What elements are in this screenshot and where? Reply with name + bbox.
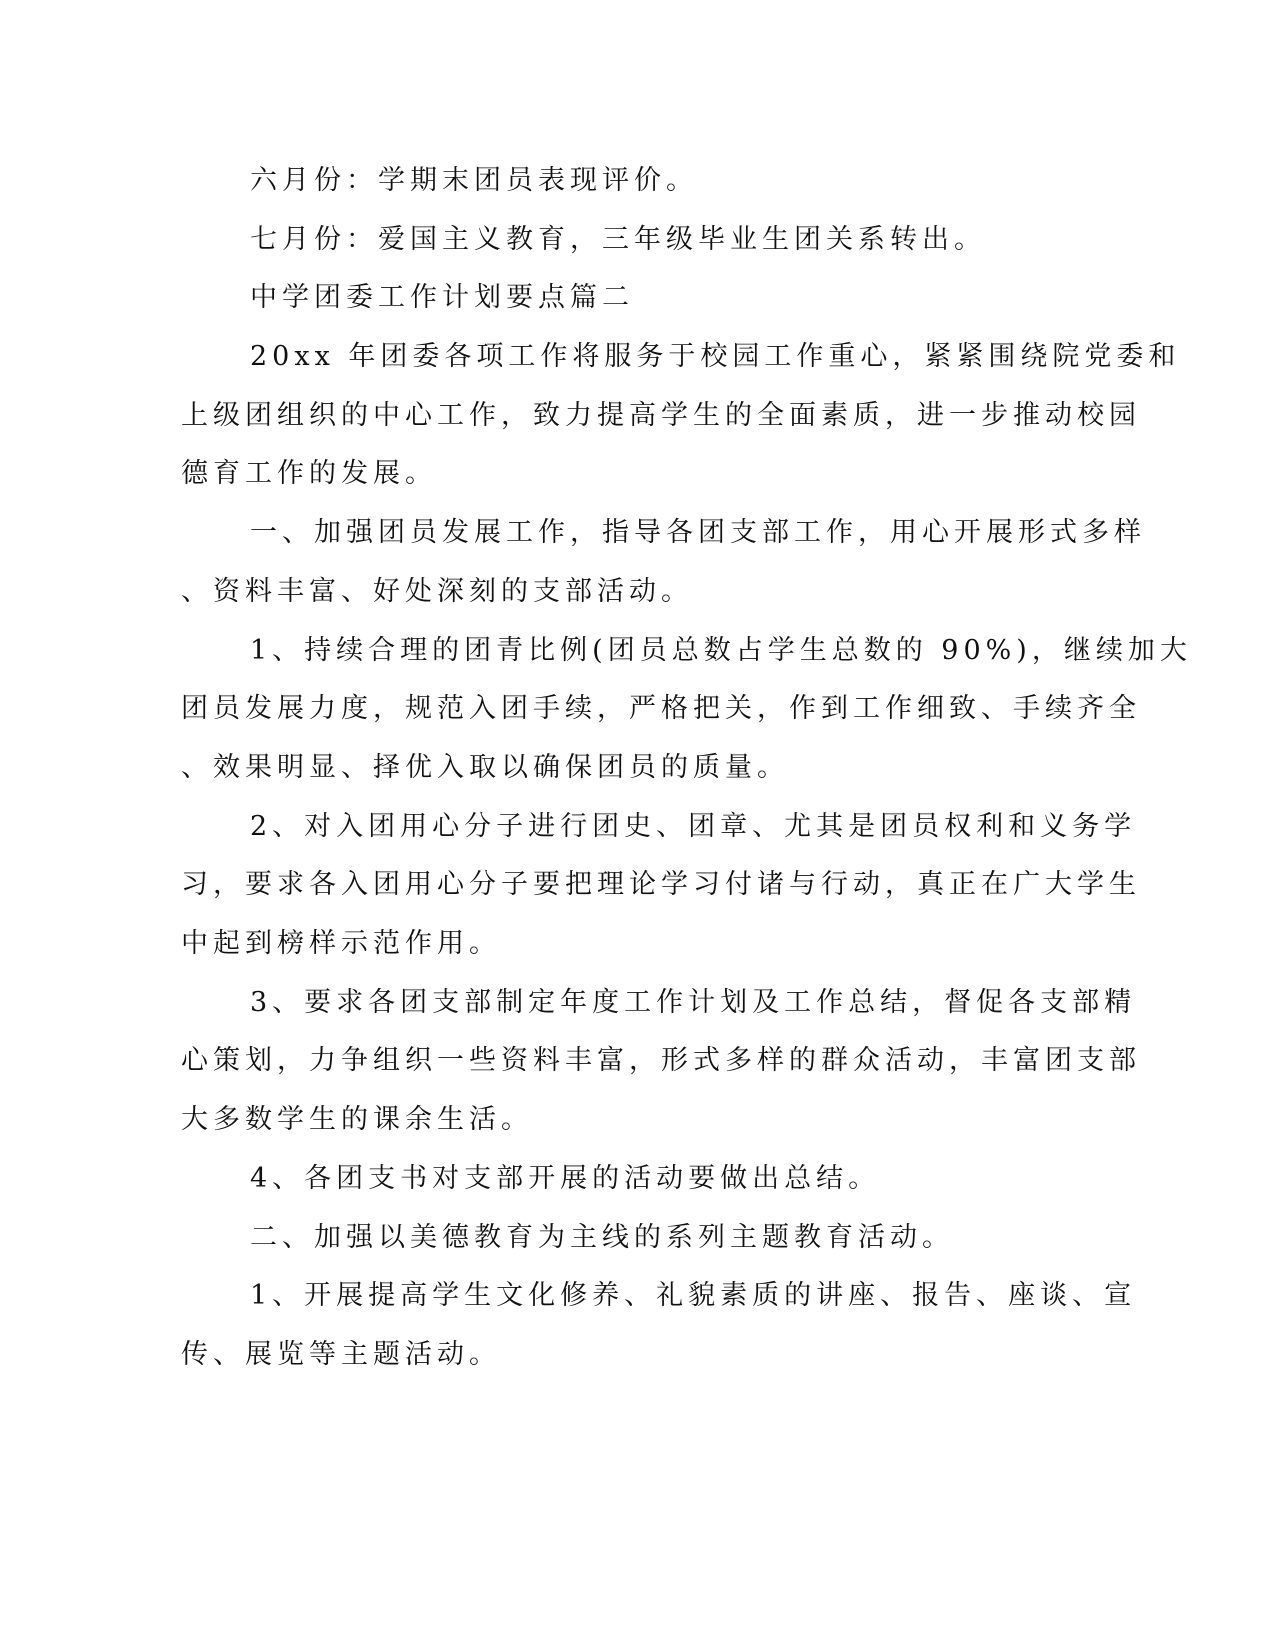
text-line: 3、要求各团支部制定年度工作计划及工作总结，督促各支部精 xyxy=(250,987,1137,1018)
text-line: 20xx 年团委各项工作将服务于校园工作重心，紧紧围绕院党委和 xyxy=(250,341,1181,372)
text-line: 团员发展力度，规范入团手续，严格把关，作到工作细致、手续齐全 xyxy=(181,693,1141,724)
text-line: 、资料丰富、好处深刻的支部活动。 xyxy=(181,576,693,607)
text-line: 七月份：爱国主义教育，三年级毕业生团关系转出。 xyxy=(250,224,986,255)
text-line: 、效果明显、择优入取以确保团员的质量。 xyxy=(181,752,789,783)
text-line: 1、持续合理的团青比例(团员总数占学生总数的 90%)，继续加大 xyxy=(250,635,1192,666)
text-line: 习，要求各入团用心分子要把理论学习付诸与行动，真正在广大学生 xyxy=(181,869,1141,900)
text-line: 中起到榜样示范作用。 xyxy=(181,928,501,959)
text-line: 1、开展提高学生文化修养、礼貌素质的讲座、报告、座谈、宣 xyxy=(250,1280,1137,1311)
text-line: 2、对入团用心分子进行团史、团章、尤其是团员权利和义务学 xyxy=(250,811,1137,842)
text-line: 4、各团支书对支部开展的活动要做出总结。 xyxy=(250,1163,881,1194)
text-line: 二、加强以美德教育为主线的系列主题教育活动。 xyxy=(250,1222,954,1253)
text-line: 德育工作的发展。 xyxy=(181,458,437,489)
text-line: 传、展览等主题活动。 xyxy=(181,1339,501,1370)
text-line: 六月份：学期末团员表现评价。 xyxy=(250,165,698,196)
text-line: 心策划，力争组织一些资料丰富，形式多样的群众活动，丰富团支部 xyxy=(181,1045,1141,1076)
text-line: 上级团组织的中心工作，致力提高学生的全面素质，进一步推动校园 xyxy=(181,400,1141,431)
text-line: 一、加强团员发展工作，指导各团支部工作，用心开展形式多样 xyxy=(250,517,1146,548)
text-line: 大多数学生的课余生活。 xyxy=(181,1104,533,1135)
section-heading: 中学团委工作计划要点篇二 xyxy=(250,282,634,313)
